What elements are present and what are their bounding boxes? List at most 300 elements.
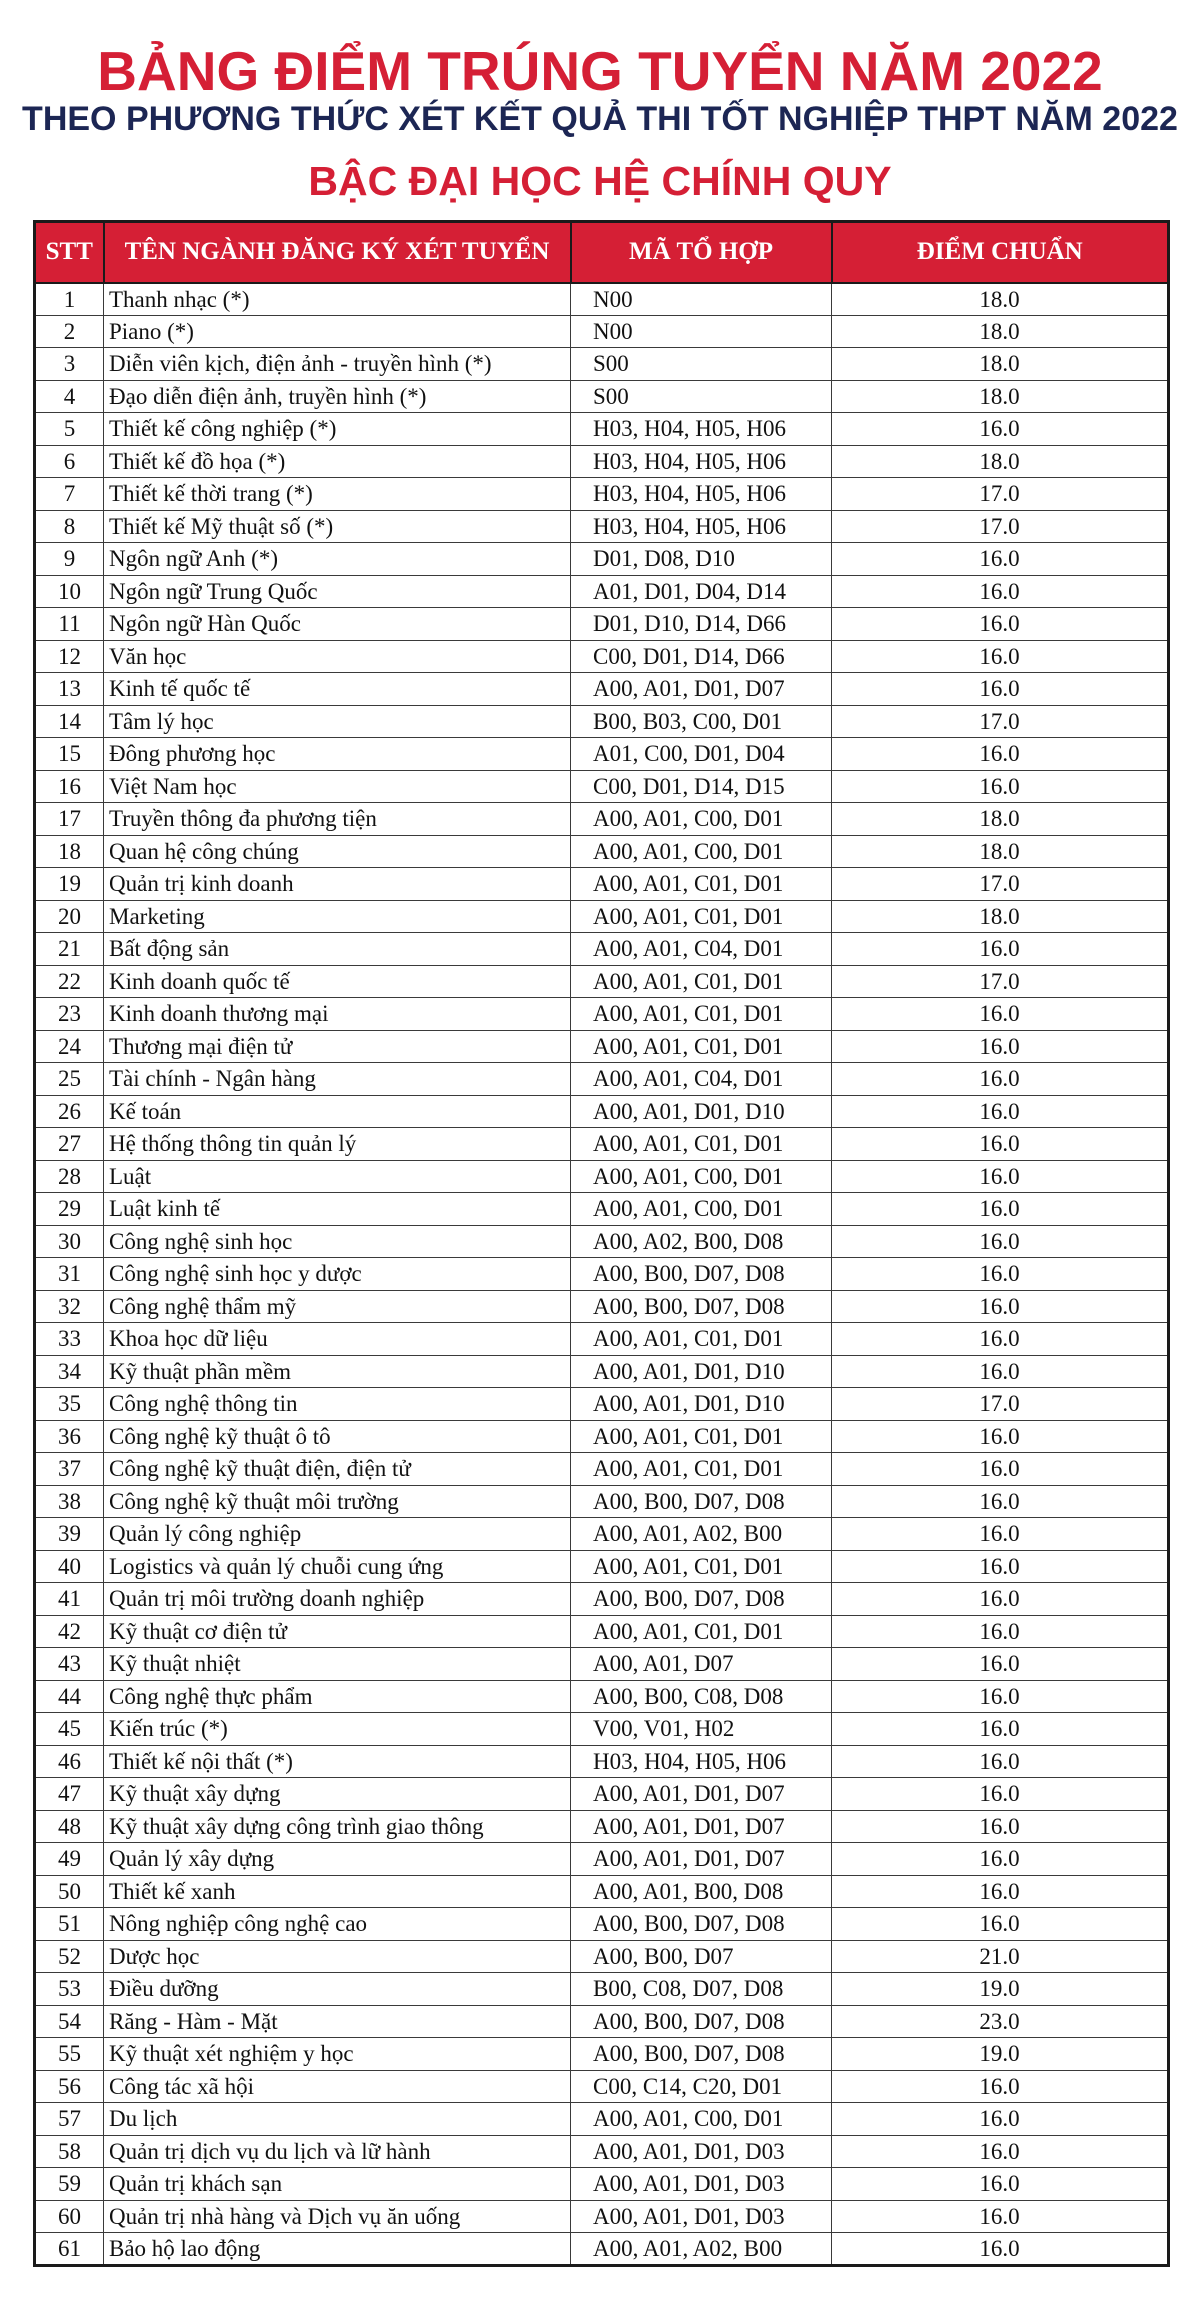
table-row (35, 673, 1169, 706)
row-index: 16 (35, 770, 104, 803)
table-row (35, 478, 1169, 511)
table-row (35, 1550, 1169, 1583)
row-index: 19 (35, 868, 104, 901)
major-name: Công nghệ thực phẩm (104, 1680, 571, 1713)
subject-combination: A00, B00, D07, D08 (571, 2038, 832, 2071)
table-row (35, 1615, 1169, 1648)
row-index: 8 (35, 510, 104, 543)
subject-combination: A00, B00, D07, D08 (571, 1290, 832, 1323)
major-name: Bảo hộ lao động (104, 2233, 571, 2266)
major-name: Đạo diễn điện ảnh, truyền hình (*) (104, 380, 571, 413)
cutoff-score: 18.0 (832, 283, 1169, 316)
cutoff-score: 16.0 (832, 608, 1169, 641)
subject-combination: A00, A01, C01, D01 (571, 1420, 832, 1453)
major-name: Quản trị kinh doanh (104, 868, 571, 901)
table-row (35, 900, 1169, 933)
cutoff-score: 16.0 (832, 2135, 1169, 2168)
row-index: 47 (35, 1778, 104, 1811)
cutoff-score: 19.0 (832, 2038, 1169, 2071)
major-name: Kinh doanh quốc tế (104, 965, 571, 998)
subject-combination: H03, H04, H05, H06 (571, 1745, 832, 1778)
subject-combination: A00, A01, C00, D01 (571, 835, 832, 868)
subject-combination: A00, A01, A02, B00 (571, 1518, 832, 1551)
subject-combination: A00, A01, D01, D07 (571, 1843, 832, 1876)
subject-combination: H03, H04, H05, H06 (571, 510, 832, 543)
program-level-heading: BẬC ĐẠI HỌC HỆ CHÍNH QUY (308, 158, 892, 204)
row-index: 29 (35, 1193, 104, 1226)
cutoff-score: 19.0 (832, 1973, 1169, 2006)
column-header-stt: STT (35, 222, 104, 283)
cutoff-score: 16.0 (832, 1518, 1169, 1551)
subject-combination: S00 (571, 380, 832, 413)
subject-combination: A00, A01, D07 (571, 1648, 832, 1681)
row-index: 32 (35, 1290, 104, 1323)
subject-combination: B00, B03, C00, D01 (571, 705, 832, 738)
table-row (35, 2070, 1169, 2103)
table-row (35, 1095, 1169, 1128)
row-index: 50 (35, 1875, 104, 1908)
table-row (35, 1290, 1169, 1323)
subject-combination: A00, B00, D07, D08 (571, 1485, 832, 1518)
cutoff-score: 18.0 (832, 445, 1169, 478)
major-name: Quản trị môi trường doanh nghiệp (104, 1583, 571, 1616)
cutoff-score: 16.0 (832, 1745, 1169, 1778)
row-index: 17 (35, 803, 104, 836)
cutoff-score: 16.0 (832, 1843, 1169, 1876)
row-index: 42 (35, 1615, 104, 1648)
subject-combination: H03, H04, H05, H06 (571, 445, 832, 478)
major-name: Quản trị nhà hàng và Dịch vụ ăn uống (104, 2200, 571, 2233)
major-name: Điều dưỡng (104, 1973, 571, 2006)
table-row (35, 1063, 1169, 1096)
table-row (35, 2038, 1169, 2071)
row-index: 5 (35, 413, 104, 446)
major-name: Piano (*) (104, 315, 571, 348)
table-row (35, 803, 1169, 836)
row-index: 34 (35, 1355, 104, 1388)
row-index: 10 (35, 575, 104, 608)
table-row (35, 543, 1169, 576)
major-name: Luật kinh tế (104, 1193, 571, 1226)
table-row (35, 965, 1169, 998)
row-index: 13 (35, 673, 104, 706)
cutoff-score: 16.0 (832, 1713, 1169, 1746)
major-name: Thiết kế xanh (104, 1875, 571, 1908)
cutoff-score: 17.0 (832, 1388, 1169, 1421)
table-row (35, 1388, 1169, 1421)
major-name: Kinh tế quốc tế (104, 673, 571, 706)
table-row (35, 1193, 1169, 1226)
subject-combination: A01, D01, D04, D14 (571, 575, 832, 608)
major-name: Quản trị khách sạn (104, 2168, 571, 2201)
cutoff-score: 16.0 (832, 1063, 1169, 1096)
table-row (35, 1713, 1169, 1746)
row-index: 60 (35, 2200, 104, 2233)
row-index: 36 (35, 1420, 104, 1453)
subject-combination: S00 (571, 348, 832, 381)
cutoff-score: 16.0 (832, 1355, 1169, 1388)
major-name: Công nghệ sinh học (104, 1225, 571, 1258)
table-row (35, 1908, 1169, 1941)
cutoff-score: 16.0 (832, 1128, 1169, 1161)
page-title: BẢNG ĐIỂM TRÚNG TUYỂN NĂM 2022 (97, 40, 1103, 102)
table-row (35, 1583, 1169, 1616)
cutoff-score: 18.0 (832, 900, 1169, 933)
row-index: 9 (35, 543, 104, 576)
cutoff-score: 17.0 (832, 868, 1169, 901)
table-row (35, 998, 1169, 1031)
cutoff-score: 23.0 (832, 2005, 1169, 2038)
cutoff-score: 16.0 (832, 1583, 1169, 1616)
cutoff-score: 16.0 (832, 2070, 1169, 2103)
row-index: 57 (35, 2103, 104, 2136)
major-name: Kỹ thuật xây dựng công trình giao thông (104, 1810, 571, 1843)
row-index: 18 (35, 835, 104, 868)
major-name: Hệ thống thông tin quản lý (104, 1128, 571, 1161)
table-row (35, 1453, 1169, 1486)
table-row (35, 1810, 1169, 1843)
row-index: 11 (35, 608, 104, 641)
row-index: 20 (35, 900, 104, 933)
major-name: Công nghệ kỹ thuật môi trường (104, 1485, 571, 1518)
subject-combination: N00 (571, 315, 832, 348)
row-index: 23 (35, 998, 104, 1031)
subject-combination: C00, C14, C20, D01 (571, 2070, 832, 2103)
major-name: Răng - Hàm - Mặt (104, 2005, 571, 2038)
table-row (35, 2135, 1169, 2168)
row-index: 43 (35, 1648, 104, 1681)
subject-combination: A00, A01, C00, D01 (571, 803, 832, 836)
row-index: 54 (35, 2005, 104, 2038)
subject-combination: A00, B00, D07, D08 (571, 1583, 832, 1616)
table-row (35, 705, 1169, 738)
subject-combination: A00, A01, C00, D01 (571, 1193, 832, 1226)
table-header-row (35, 222, 1169, 283)
subject-combination: A00, A01, C01, D01 (571, 1323, 832, 1356)
admission-scores-table (33, 220, 1170, 2267)
subject-combination: A00, A01, C00, D01 (571, 2103, 832, 2136)
row-index: 51 (35, 1908, 104, 1941)
major-name: Thương mại điện tử (104, 1030, 571, 1063)
subject-combination: A00, B00, D07, D08 (571, 1908, 832, 1941)
subject-combination: A00, A01, D01, D10 (571, 1355, 832, 1388)
cutoff-score: 16.0 (832, 1095, 1169, 1128)
row-index: 12 (35, 640, 104, 673)
table-row (35, 1680, 1169, 1713)
cutoff-score: 18.0 (832, 380, 1169, 413)
cutoff-score: 16.0 (832, 2200, 1169, 2233)
major-name: Kỹ thuật xét nghiệm y học (104, 2038, 571, 2071)
table-row (35, 933, 1169, 966)
table-row (35, 608, 1169, 641)
table-row (35, 510, 1169, 543)
row-index: 59 (35, 2168, 104, 2201)
table-row (35, 868, 1169, 901)
subject-combination: A00, B00, D07, D08 (571, 2005, 832, 2038)
cutoff-score: 17.0 (832, 705, 1169, 738)
major-name: Công nghệ sinh học y dược (104, 1258, 571, 1291)
row-index: 46 (35, 1745, 104, 1778)
row-index: 3 (35, 348, 104, 381)
table-row (35, 1225, 1169, 1258)
subject-combination: V00, V01, H02 (571, 1713, 832, 1746)
major-name: Kinh doanh thương mại (104, 998, 571, 1031)
major-name: Kỹ thuật cơ điện tử (104, 1615, 571, 1648)
row-index: 48 (35, 1810, 104, 1843)
cutoff-score: 17.0 (832, 965, 1169, 998)
subject-combination: H03, H04, H05, H06 (571, 478, 832, 511)
table-row (35, 640, 1169, 673)
cutoff-score: 17.0 (832, 510, 1169, 543)
subject-combination: A00, B00, D07, D08 (571, 1258, 832, 1291)
table-row (35, 835, 1169, 868)
major-name: Truyền thông đa phương tiện (104, 803, 571, 836)
cutoff-score: 18.0 (832, 803, 1169, 836)
subject-combination: H03, H04, H05, H06 (571, 413, 832, 446)
major-name: Quan hệ công chúng (104, 835, 571, 868)
table-row (35, 1843, 1169, 1876)
table-body (35, 283, 1169, 2266)
cutoff-score: 16.0 (832, 1810, 1169, 1843)
table-row (35, 1940, 1169, 1973)
major-name: Diễn viên kịch, điện ảnh - truyền hình (*) (104, 348, 571, 381)
subject-combination: A00, A02, B00, D08 (571, 1225, 832, 1258)
cutoff-score: 16.0 (832, 1193, 1169, 1226)
major-name: Quản lý xây dựng (104, 1843, 571, 1876)
subject-combination: A01, C00, D01, D04 (571, 738, 832, 771)
cutoff-score: 16.0 (832, 1485, 1169, 1518)
cutoff-score: 16.0 (832, 1225, 1169, 1258)
column-header-score: ĐIỂM CHUẨN (832, 222, 1169, 283)
major-name: Công nghệ kỹ thuật điện, điện tử (104, 1453, 571, 1486)
table-row (35, 738, 1169, 771)
cutoff-score: 16.0 (832, 1258, 1169, 1291)
major-name: Công nghệ kỹ thuật ô tô (104, 1420, 571, 1453)
row-index: 41 (35, 1583, 104, 1616)
cutoff-score: 17.0 (832, 478, 1169, 511)
subject-combination: A00, A01, C01, D01 (571, 900, 832, 933)
table-row (35, 1160, 1169, 1193)
cutoff-score: 16.0 (832, 770, 1169, 803)
cutoff-score: 21.0 (832, 1940, 1169, 1973)
table-row (35, 1778, 1169, 1811)
cutoff-score: 16.0 (832, 543, 1169, 576)
table-row (35, 1355, 1169, 1388)
table-row (35, 1128, 1169, 1161)
table-row (35, 770, 1169, 803)
table-row (35, 1745, 1169, 1778)
table-row (35, 1420, 1169, 1453)
subject-combination: A00, A01, C01, D01 (571, 1030, 832, 1063)
row-index: 28 (35, 1160, 104, 1193)
major-name: Dược học (104, 1940, 571, 1973)
row-index: 37 (35, 1453, 104, 1486)
subject-combination: A00, A01, C00, D01 (571, 1160, 832, 1193)
table-row (35, 1648, 1169, 1681)
table-row (35, 348, 1169, 381)
column-header-combination: MÃ TỔ HỢP (571, 222, 832, 283)
major-name: Ngôn ngữ Anh (*) (104, 543, 571, 576)
subject-combination: A00, A01, D01, D03 (571, 2135, 832, 2168)
row-index: 31 (35, 1258, 104, 1291)
subject-combination: A00, B00, D07 (571, 1940, 832, 1973)
page-subtitle: THEO PHƯƠNG THỨC XÉT KẾT QUẢ THI TỐT NGHIỆP THPT NĂM 2022 (22, 100, 1178, 138)
cutoff-score: 16.0 (832, 1453, 1169, 1486)
table-row (35, 2005, 1169, 2038)
cutoff-score: 16.0 (832, 1030, 1169, 1063)
row-index: 2 (35, 315, 104, 348)
major-name: Công nghệ thẩm mỹ (104, 1290, 571, 1323)
major-name: Marketing (104, 900, 571, 933)
subject-combination: C00, D01, D14, D15 (571, 770, 832, 803)
major-name: Kỹ thuật nhiệt (104, 1648, 571, 1681)
major-name: Thiết kế công nghiệp (*) (104, 413, 571, 446)
row-index: 7 (35, 478, 104, 511)
row-index: 56 (35, 2070, 104, 2103)
subject-combination: C00, D01, D14, D66 (571, 640, 832, 673)
major-name: Luật (104, 1160, 571, 1193)
major-name: Nông nghiệp công nghệ cao (104, 1908, 571, 1941)
major-name: Kỹ thuật phần mềm (104, 1355, 571, 1388)
table-row (35, 1875, 1169, 1908)
subject-combination: A00, A01, C01, D01 (571, 1550, 832, 1583)
cutoff-score: 18.0 (832, 315, 1169, 348)
major-name: Thiết kế đồ họa (*) (104, 445, 571, 478)
table-row (35, 1485, 1169, 1518)
subject-combination: A00, A01, D01, D03 (571, 2168, 832, 2201)
subject-combination: A00, A01, B00, D08 (571, 1875, 832, 1908)
cutoff-score: 16.0 (832, 1908, 1169, 1941)
subject-combination: D01, D10, D14, D66 (571, 608, 832, 641)
subject-combination: A00, A01, D01, D10 (571, 1095, 832, 1128)
major-name: Văn học (104, 640, 571, 673)
cutoff-score: 16.0 (832, 640, 1169, 673)
subject-combination: A00, A01, C01, D01 (571, 998, 832, 1031)
row-index: 49 (35, 1843, 104, 1876)
row-index: 6 (35, 445, 104, 478)
subject-combination: A00, A01, D01, D07 (571, 1778, 832, 1811)
major-name: Thiết kế Mỹ thuật số (*) (104, 510, 571, 543)
row-index: 25 (35, 1063, 104, 1096)
subject-combination: A00, A01, C01, D01 (571, 965, 832, 998)
cutoff-score: 16.0 (832, 1778, 1169, 1811)
major-name: Thanh nhạc (*) (104, 283, 571, 316)
subject-combination: A00, A01, D01, D10 (571, 1388, 832, 1421)
major-name: Quản trị dịch vụ du lịch và lữ hành (104, 2135, 571, 2168)
table-row (35, 380, 1169, 413)
cutoff-score: 16.0 (832, 2168, 1169, 2201)
subject-combination: A00, A01, C01, D01 (571, 1615, 832, 1648)
cutoff-score: 16.0 (832, 413, 1169, 446)
row-index: 15 (35, 738, 104, 771)
subject-combination: D01, D08, D10 (571, 543, 832, 576)
major-name: Quản lý công nghiệp (104, 1518, 571, 1551)
table-row (35, 2200, 1169, 2233)
major-name: Công nghệ thông tin (104, 1388, 571, 1421)
subject-combination: A00, A01, C04, D01 (571, 1063, 832, 1096)
row-index: 38 (35, 1485, 104, 1518)
major-name: Thiết kế nội thất (*) (104, 1745, 571, 1778)
row-index: 14 (35, 705, 104, 738)
table-row (35, 575, 1169, 608)
table-row (35, 2233, 1169, 2266)
subject-combination: A00, A01, D01, D07 (571, 1810, 832, 1843)
subject-combination: N00 (571, 283, 832, 316)
cutoff-score: 16.0 (832, 1648, 1169, 1681)
cutoff-score: 16.0 (832, 673, 1169, 706)
major-name: Khoa học dữ liệu (104, 1323, 571, 1356)
table-row (35, 1030, 1169, 1063)
subject-combination: A00, A01, C04, D01 (571, 933, 832, 966)
subject-combination: A00, A01, D01, D07 (571, 673, 832, 706)
table-row (35, 1973, 1169, 2006)
major-name: Du lịch (104, 2103, 571, 2136)
cutoff-score: 16.0 (832, 998, 1169, 1031)
table-row (35, 283, 1169, 316)
subject-combination: A00, A01, D01, D03 (571, 2200, 832, 2233)
table-row (35, 413, 1169, 446)
cutoff-score: 16.0 (832, 575, 1169, 608)
major-name: Kỹ thuật xây dựng (104, 1778, 571, 1811)
cutoff-score: 18.0 (832, 835, 1169, 868)
row-index: 33 (35, 1323, 104, 1356)
cutoff-score: 16.0 (832, 1615, 1169, 1648)
row-index: 61 (35, 2233, 104, 2266)
row-index: 55 (35, 2038, 104, 2071)
table-row (35, 2168, 1169, 2201)
major-name: Kiến trúc (*) (104, 1713, 571, 1746)
major-name: Đông phương học (104, 738, 571, 771)
row-index: 4 (35, 380, 104, 413)
subject-combination: A00, A01, C01, D01 (571, 868, 832, 901)
row-index: 53 (35, 1973, 104, 2006)
major-name: Tài chính - Ngân hàng (104, 1063, 571, 1096)
cutoff-score: 16.0 (832, 933, 1169, 966)
major-name: Bất động sản (104, 933, 571, 966)
cutoff-score: 16.0 (832, 1680, 1169, 1713)
row-index: 35 (35, 1388, 104, 1421)
major-name: Công tác xã hội (104, 2070, 571, 2103)
row-index: 45 (35, 1713, 104, 1746)
cutoff-score: 16.0 (832, 738, 1169, 771)
major-name: Thiết kế thời trang (*) (104, 478, 571, 511)
cutoff-score: 16.0 (832, 1160, 1169, 1193)
row-index: 27 (35, 1128, 104, 1161)
table-row (35, 1518, 1169, 1551)
row-index: 21 (35, 933, 104, 966)
cutoff-score: 18.0 (832, 348, 1169, 381)
cutoff-score: 16.0 (832, 1875, 1169, 1908)
row-index: 40 (35, 1550, 104, 1583)
cutoff-score: 16.0 (832, 1420, 1169, 1453)
table-row (35, 1258, 1169, 1291)
subject-combination: A00, B00, C08, D08 (571, 1680, 832, 1713)
row-index: 52 (35, 1940, 104, 1973)
table-row (35, 445, 1169, 478)
column-header-major: TÊN NGÀNH ĐĂNG KÝ XÉT TUYỂN (104, 222, 571, 283)
major-name: Tâm lý học (104, 705, 571, 738)
row-index: 58 (35, 2135, 104, 2168)
major-name: Logistics và quản lý chuỗi cung ứng (104, 1550, 571, 1583)
subject-combination: A00, A01, A02, B00 (571, 2233, 832, 2266)
table-row (35, 315, 1169, 348)
cutoff-score: 16.0 (832, 1550, 1169, 1583)
row-index: 1 (35, 283, 104, 316)
major-name: Kế toán (104, 1095, 571, 1128)
major-name: Ngôn ngữ Hàn Quốc (104, 608, 571, 641)
row-index: 24 (35, 1030, 104, 1063)
cutoff-score: 16.0 (832, 2103, 1169, 2136)
